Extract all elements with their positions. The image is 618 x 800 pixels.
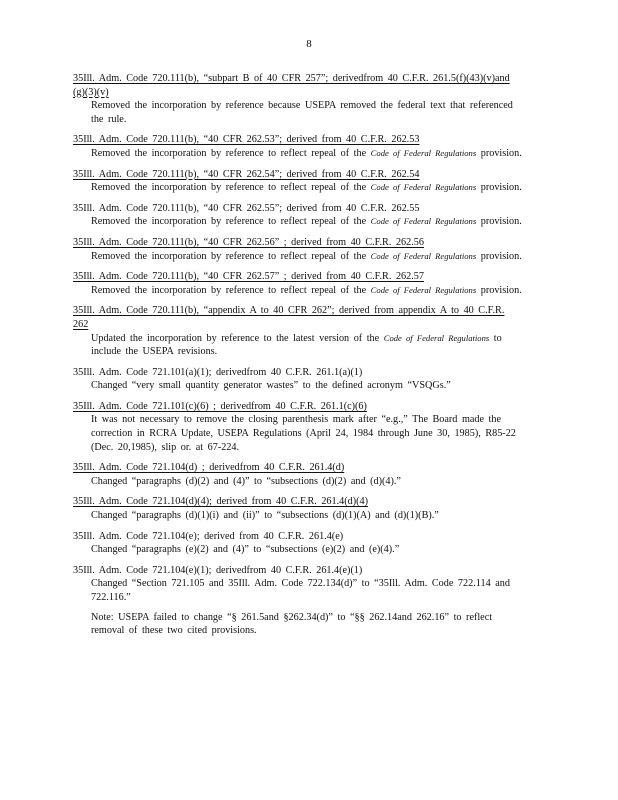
citation: 35Ill. Adm. Code 720.111(b), “subpart B of 40 CFR 257”; derivedfrom 40 C.F.R. 261.5(f)(43)(v)and (g)(3)(v) [73,73,510,98]
citation: 35Ill. Adm. Code 720.111(b), “40 CFR 262.57” ; derived from 40 C.F.R. 262.57 [73,271,424,283]
entry-6 [73,270,523,297]
citation: 35Ill. Adm. Code 721.101(a)(1); derivedfrom 40 C.F.R. 261.1(a)(1) [73,366,363,378]
description: Removed the incorporation by reference to reflect repeal of the Code of Federal Regulations provision. [91,250,522,262]
description: Updated the incorporation by reference to the latest version of the Code of Federal Regulations to include the USEPA revisions. [91,332,502,358]
citation: 35Ill. Adm. Code 721.104(e)(1); derivedfrom 40 C.F.R. 261.4(e)(1) [73,564,363,576]
citation: 35Ill. Adm. Code 720.111(b), “40 CFR 262.56” ; derived from 40 C.F.R. 262.56 [73,236,424,248]
description: Changed “very small quantity generator wastes” to the defined acronym “VSQGs.” [91,380,451,392]
description: Changed “paragraphs (d)(2) and (4)” to “subsections (d)(2) and (d)(4).” [91,475,401,487]
entry-12 [73,530,523,557]
entry-8 [73,366,523,393]
citation: 35Ill. Adm. Code 720.111(b), “40 CFR 262.54”; derived from 40 C.F.R. 262.54 [73,168,420,180]
document-body [73,72,523,645]
entry-5 [73,236,523,263]
entry-1 [73,72,523,126]
entry-7 [73,304,523,358]
description: Changed “paragraphs (d)(1)(i) and (ii)” to “subsections (d)(1)(A) and (d)(1)(B).” [91,510,439,522]
citation: 35Ill. Adm. Code 720.111(b), “appendix A to 40 CFR 262”; derived from appendix A to 40 C.F.R. 262 [73,305,505,330]
entry-10 [73,461,523,488]
entry-11 [73,495,523,522]
description: Changed “Section 721.105 and 35Ill. Adm. Code 722.134(d)” to “35Ill. Adm. Code 722.114 and 722.116.” [91,578,510,603]
entry-3 [73,168,523,195]
description: Changed “paragraphs (e)(2) and (4)” to “subsections (e)(2) and (e)(4).” [91,544,400,556]
entry-13 [73,564,523,638]
description: Removed the incorporation by reference to reflect repeal of the Code of Federal Regulations provision. [91,216,522,228]
description: It was not necessary to remove the closing parenthesis mark after “e.g.,” The Board made the correction in RCRA Update, USEPA Regulations (April 24, 1984 through June 30, 1985), R85-22 (Dec. 20,1985), slip or. at 67-224. [91,414,516,453]
description: Removed the incorporation by reference to reflect repeal of the Code of Federal Regulations provision. [91,182,522,194]
citation: 35Ill. Adm. Code 721.104(d) ; derivedfrom 40 C.F.R. 261.4(d) [73,462,345,474]
entry-4 [73,202,523,229]
citation: 35Ill. Adm. Code 721.104(d)(4); derived from 40 C.F.R. 261.4(d)(4) [73,496,369,508]
citation: 35Ill. Adm. Code 720.111(b), “40 CFR 262.53”; derived from 40 C.F.R. 262.53 [73,134,420,146]
note: Note: USEPA failed to change “§ 261.5and §262.34(d)” to “§§ 262.14and 262.16” to reflect removal of these two cited provisions. [91,611,493,637]
citation: 35Ill. Adm. Code 721.101(c)(6) ; derivedfrom 40 C.F.R. 261.1(c)(6) [73,400,367,412]
description: Removed the incorporation by reference because USEPA removed the federal text that referenced the rule. [91,100,513,125]
citation: 35Ill. Adm. Code 720.111(b), “40 CFR 262.55”; derived from 40 C.F.R. 262.55 [73,202,420,214]
description: Removed the incorporation by reference to reflect repeal of the Code of Federal Regulations provision. [91,147,522,159]
entry-2 [73,133,523,160]
entry-9 [73,400,523,454]
description: Removed the incorporation by reference to reflect repeal of the Code of Federal Regulations provision. [91,284,522,296]
page-number: 8 [306,38,312,50]
citation: 35Ill. Adm. Code 721.104(e); derived from 40 C.F.R. 261.4(e) [73,530,344,542]
